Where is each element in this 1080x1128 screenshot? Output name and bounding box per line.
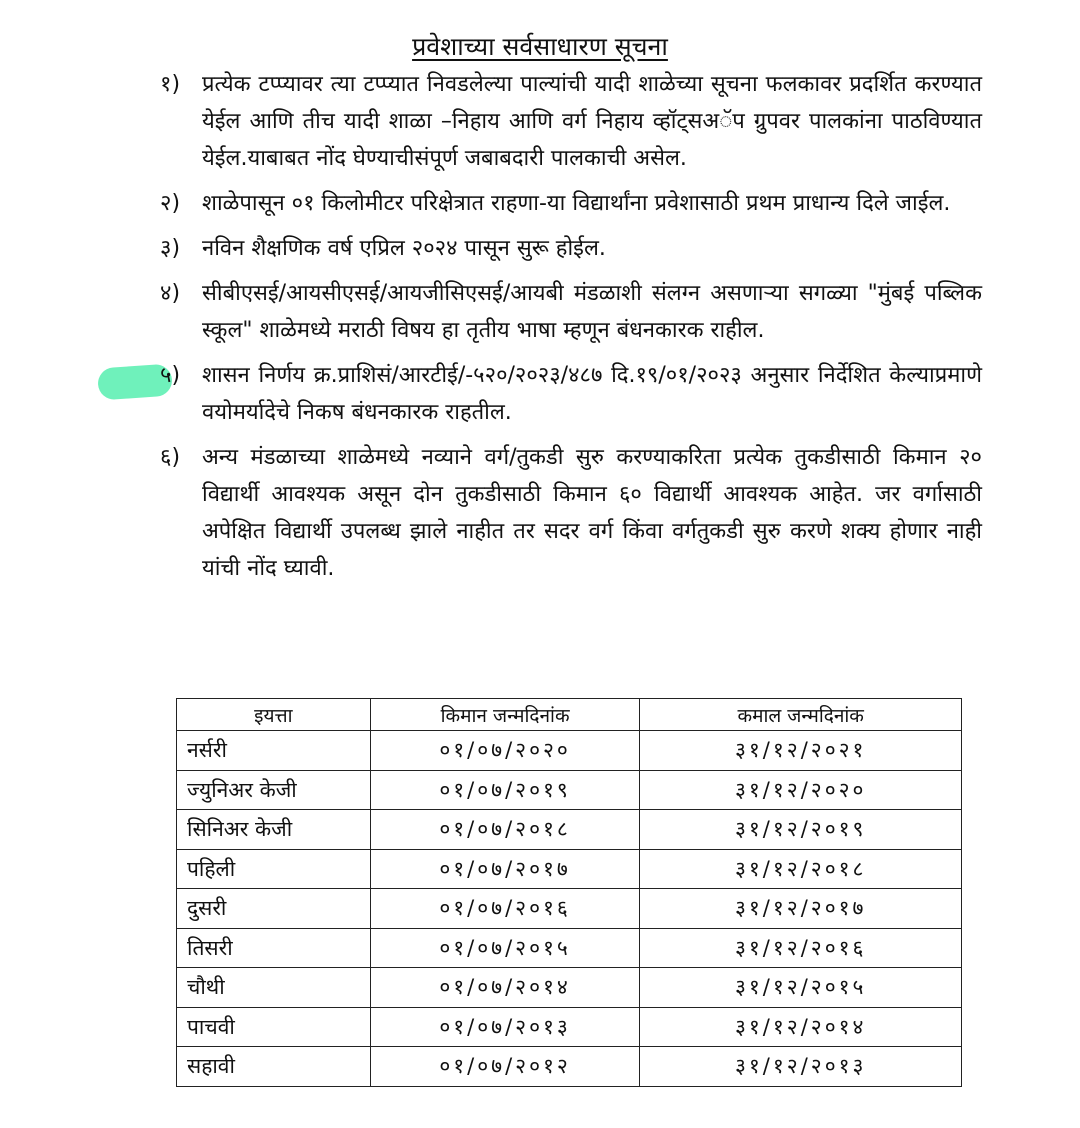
- notice-item-4: [160, 275, 982, 349]
- grade-cell: सिनिअर केजी: [177, 810, 371, 850]
- max-dob-cell: ३१/१२/२०२०: [640, 770, 962, 810]
- table-row: [177, 731, 962, 771]
- notice-text: सीबीएसई/आयसीएसई/आयजीसिएसई/आयबी मंडळाशी संलग्न असणाऱ्या सगळ्या "मुंबई पब्लिक स्कूल" शाळेमध्ये मराठी विषय हा तृतीय भाषा म्हणून बंधनकारक राहील.: [202, 281, 982, 343]
- page-title: प्रवेशाच्या सर्वसाधारण सूचना: [412, 32, 668, 61]
- max-dob-cell: ३१/१२/२०२१: [640, 731, 962, 771]
- table-row: [177, 968, 962, 1008]
- notice-item-3: [160, 230, 982, 267]
- age-criteria-table: [176, 698, 962, 1087]
- notice-item-1: [160, 66, 982, 177]
- grade-cell: नर्सरी: [177, 731, 371, 771]
- min-dob-cell: ०१/०७/२०१६: [370, 889, 640, 929]
- table-row: [177, 849, 962, 889]
- max-dob-cell: ३१/१२/२०१४: [640, 1007, 962, 1047]
- notice-item-5: [160, 357, 982, 431]
- max-dob-cell: ३१/१२/२०१६: [640, 928, 962, 968]
- notice-list: [160, 66, 982, 595]
- table-row: [177, 928, 962, 968]
- notice-text: शाळेपासून ०१ किलोमीटर परिक्षेत्रात राहणा-या विद्यार्थांना प्रवेशासाठी प्रथम प्राधान्य दिले जाईल.: [202, 191, 951, 216]
- notice-number: ३): [160, 236, 181, 261]
- notice-number: २): [160, 191, 181, 216]
- grade-cell: ज्युनिअर केजी: [177, 770, 371, 810]
- grade-cell: तिसरी: [177, 928, 371, 968]
- table-row: [177, 1007, 962, 1047]
- grade-cell: पाचवी: [177, 1007, 371, 1047]
- min-dob-cell: ०१/०७/२०१५: [370, 928, 640, 968]
- notice-text: अन्य मंडळाच्या शाळेमध्ये नव्याने वर्ग/तुकडी सुरु करण्याकरिता प्रत्येक तुकडीसाठी किमान २० विद्यार्थी आवश्यक असून दोन तुकडीसाठी किमान ६० विद्यार्थी आवश्यक आहेत. जर वर्गासाठी अपेक्षित विद्यार्थी उपलब्ध झाले नाहीत तर सदर वर्ग किंवा वर्गतुकडी सुरु करणे शक्य होणार नाही यांची नोंद घ्यावी.: [202, 445, 982, 581]
- max-dob-cell: ३१/१२/२०१८: [640, 849, 962, 889]
- max-dob-cell: ३१/१२/२०१७: [640, 889, 962, 929]
- table-header-row: [177, 699, 962, 731]
- min-dob-cell: ०१/०७/२०१८: [370, 810, 640, 850]
- min-dob-cell: ०१/०७/२०१४: [370, 968, 640, 1008]
- notice-item-6: [160, 439, 982, 587]
- notice-text: प्रत्येक टप्प्यावर त्या टप्प्यात निवडलेल्या पाल्यांची यादी शाळेच्या सूचना फलकावर प्रदर्शित करण्यात येईल आणि तीच यादी शाळा –निहाय आणि वर्ग निहाय व्हॉट्सअॅप ग्रुपवर पालकांना पाठविण्यात येईल.याबाबत नोंद घेण्याचीसंपूर्ण जबाबदारी पालकाची असेल.: [202, 72, 982, 171]
- min-dob-cell: ०१/०७/२०१३: [370, 1007, 640, 1047]
- notice-text: नविन शैक्षणिक वर्ष एप्रिल २०२४ पासून सुरू होईल.: [202, 236, 606, 261]
- min-dob-cell: ०१/०७/२०१७: [370, 849, 640, 889]
- max-dob-cell: ३१/१२/२०१९: [640, 810, 962, 850]
- grade-cell: दुसरी: [177, 889, 371, 929]
- header-grade: इयत्ता: [177, 699, 371, 731]
- notice-number: १): [160, 72, 181, 97]
- min-dob-cell: ०१/०७/२०१२: [370, 1047, 640, 1087]
- header-min-dob: किमान जन्मदिनांक: [370, 699, 640, 731]
- grade-cell: सहावी: [177, 1047, 371, 1087]
- min-dob-cell: ०१/०७/२०१९: [370, 770, 640, 810]
- notice-number: ५): [160, 363, 181, 388]
- table-row: [177, 889, 962, 929]
- notice-text: शासन निर्णय क्र.प्राशिसं/आरटीई/-५२०/२०२३/४८७ दि.१९/०१/२०२३ अनुसार निर्देशित केल्याप्रमाणे वयोमर्यादेचे निकष बंधनकारक राहतील.: [202, 363, 982, 425]
- notice-number: ६): [160, 445, 181, 470]
- grade-cell: चौथी: [177, 968, 371, 1008]
- notice-number: ४): [160, 281, 181, 306]
- table-row: [177, 810, 962, 850]
- min-dob-cell: ०१/०७/२०२०: [370, 731, 640, 771]
- max-dob-cell: ३१/१२/२०१५: [640, 968, 962, 1008]
- notice-item-2: [160, 185, 982, 222]
- max-dob-cell: ३१/१२/२०१३: [640, 1047, 962, 1087]
- table-row: [177, 1047, 962, 1087]
- table-row: [177, 770, 962, 810]
- grade-cell: पहिली: [177, 849, 371, 889]
- header-max-dob: कमाल जन्मदिनांक: [640, 699, 962, 731]
